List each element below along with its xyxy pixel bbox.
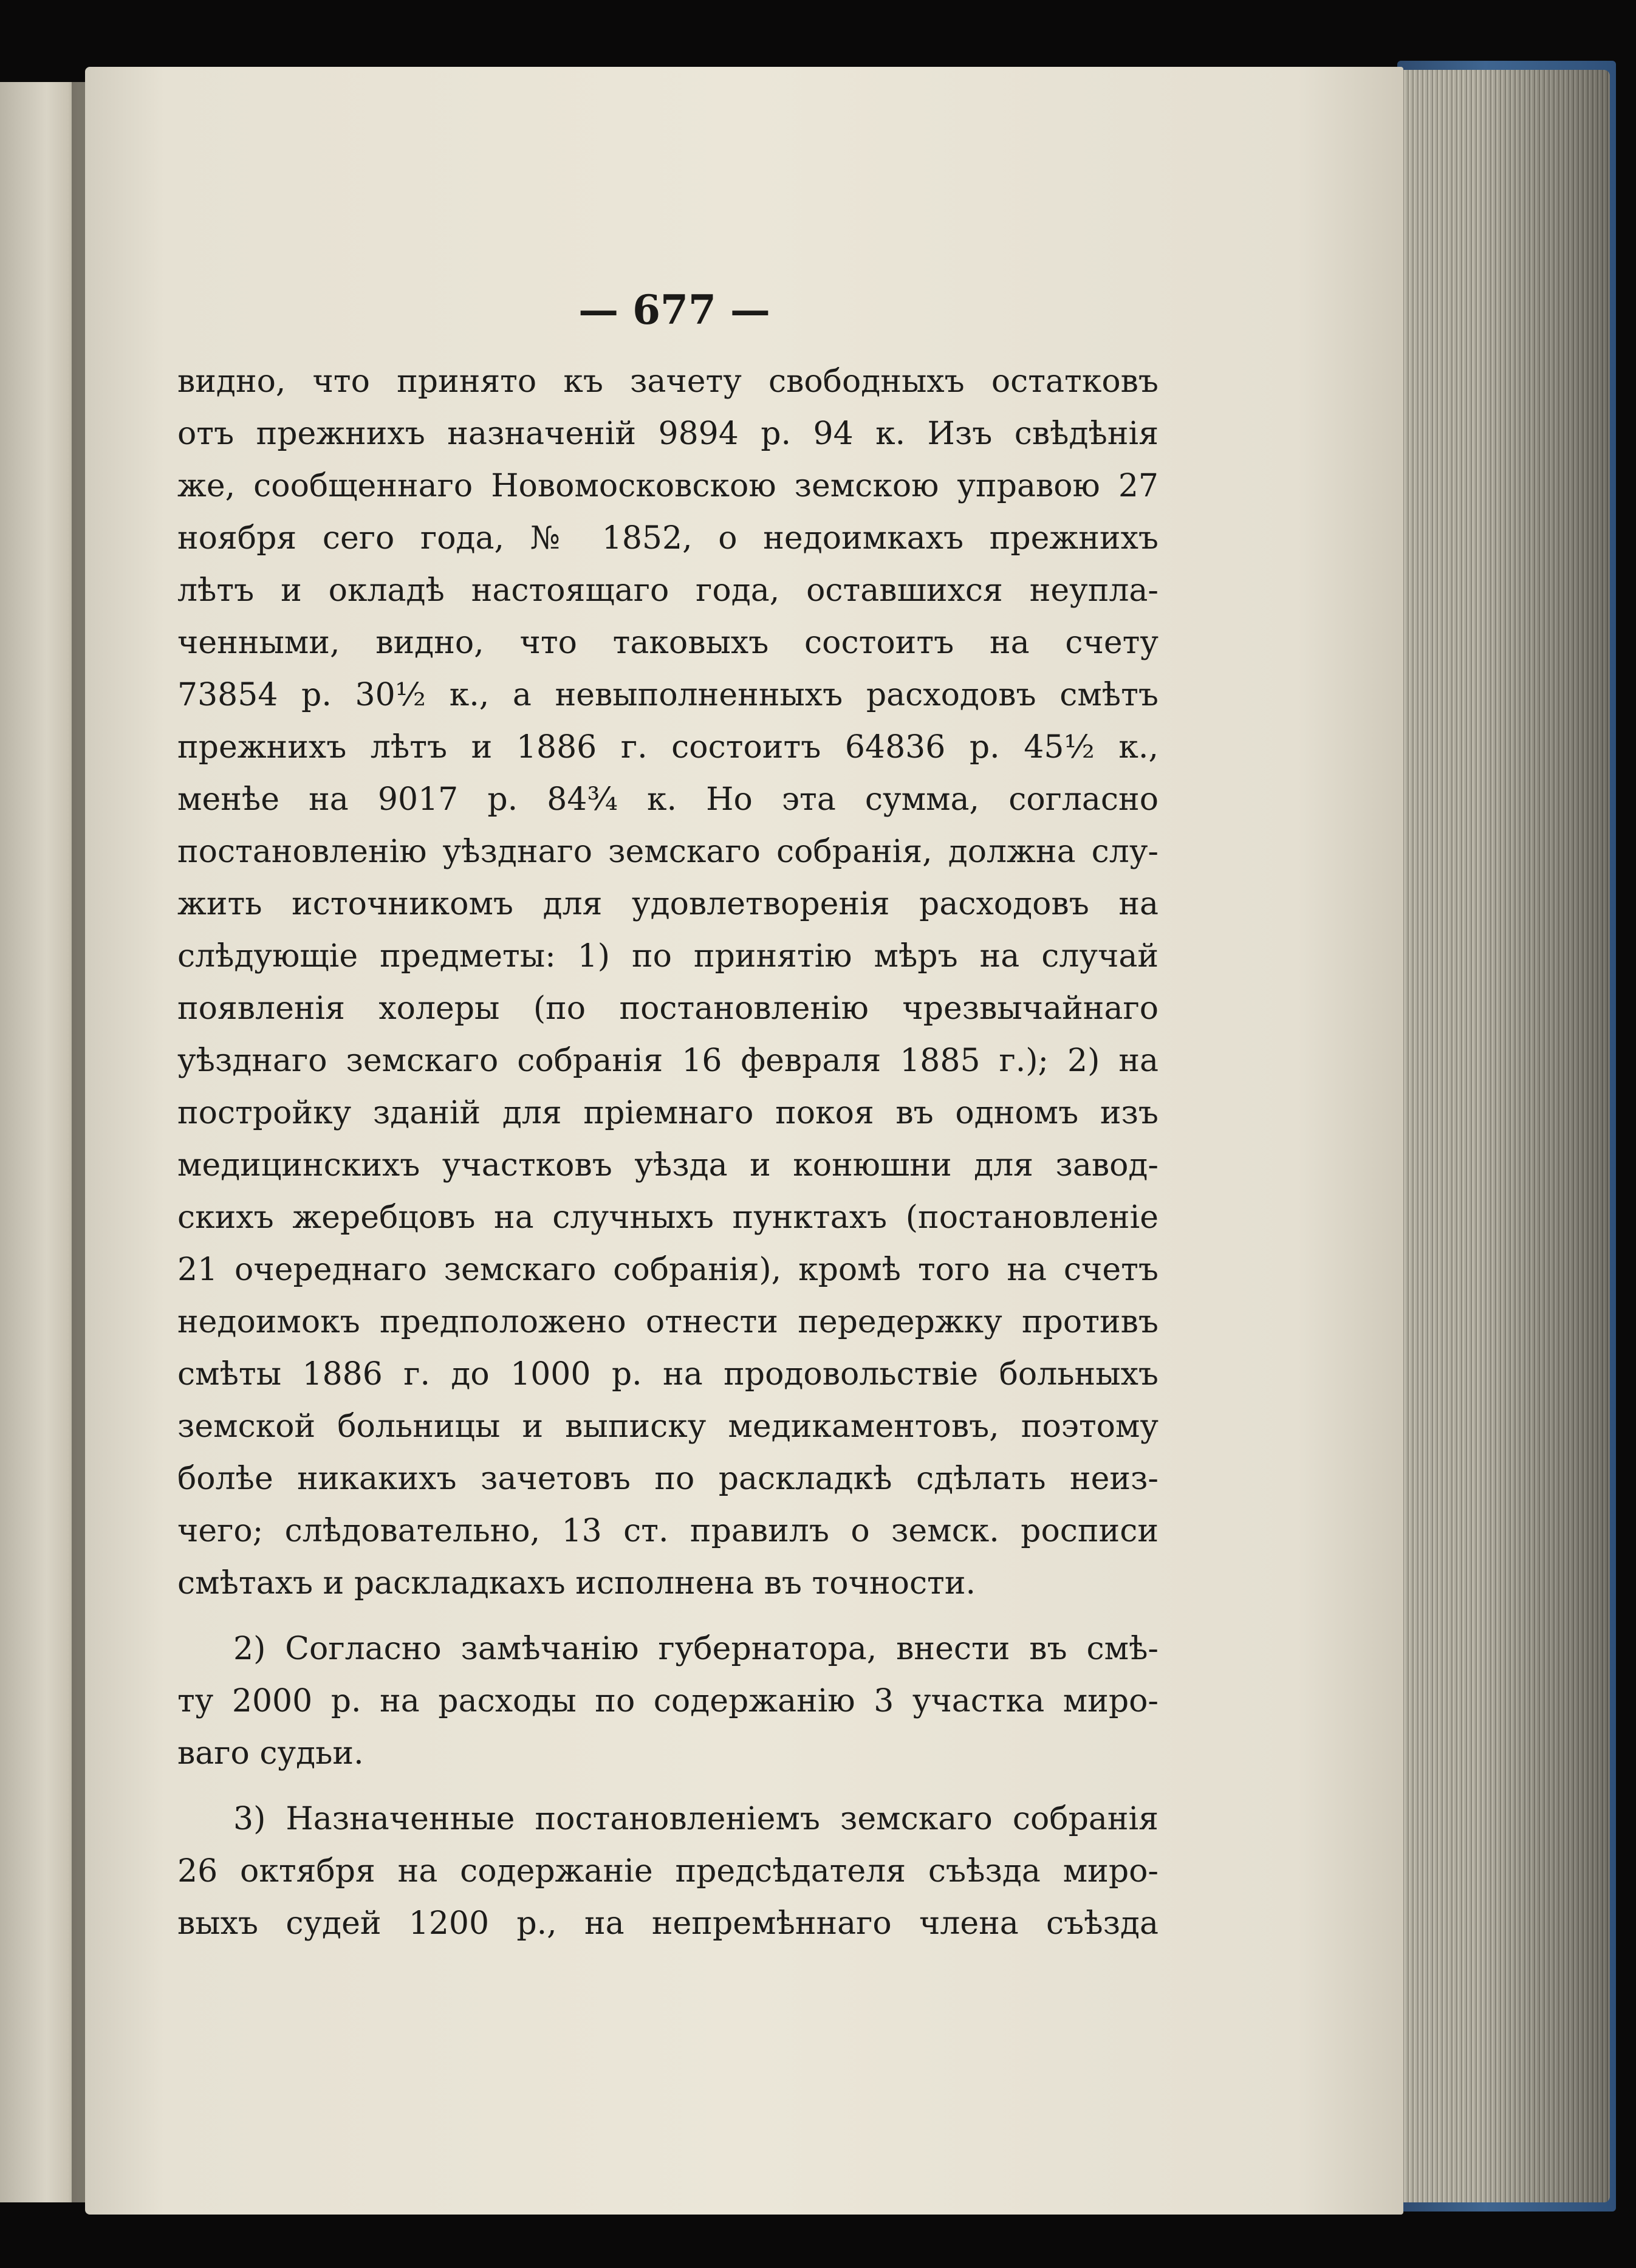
text-line: уѣзднаго земскаго собранія 16 февраля 1885 г.); 2) на — [177, 1043, 1159, 1079]
text-line: прежнихъ лѣтъ и 1886 г. состоитъ 64836 р. 45½ к., — [177, 729, 1159, 766]
text-line: ваго судьи. — [177, 1735, 364, 1772]
text-line: отъ прежнихъ назначеній 9894 р. 94 к. Изъ свѣдѣнія — [177, 416, 1159, 452]
text-line: ту 2000 р. на расходы по содержанію 3 участка миро- — [177, 1683, 1159, 1719]
paragraph-start: 3) Назначенные постановленіемъ земскаго собранія — [233, 1801, 1159, 1837]
text-line: появленія холеры (по постановленію чрезвычайнаго — [177, 990, 1159, 1027]
text-line: медицинскихъ участковъ уѣзда и конюшни для завод- — [177, 1147, 1159, 1184]
text-line: же, сообщеннаго Новомосковскою земскою управою 27 — [177, 468, 1159, 504]
text-line: недоимокъ предположено отнести передержку противъ — [177, 1304, 1159, 1340]
text-line: смѣты 1886 г. до 1000 р. на продовольствіе больныхъ — [177, 1356, 1159, 1393]
text-line: слѣдующіе предметы: 1) по принятію мѣръ на случай — [177, 938, 1159, 975]
text-line: 73854 р. 30½ к., а невыполненныхъ расходовъ смѣтъ — [177, 677, 1159, 713]
text-line: постройку зданій для пріемнаго покоя въ одномъ изъ — [177, 1095, 1159, 1131]
text-line: чего; слѣдовательно, 13 ст. правилъ о земск. росписи — [177, 1513, 1159, 1549]
text-line: земской больницы и выписку медикаментовъ, поэтому — [177, 1408, 1159, 1445]
text-line: жить источникомъ для удовлетворенія расходовъ на — [177, 886, 1159, 922]
text-line: выхъ судей 1200 р., на непремѣннаго члена съѣзда — [177, 1905, 1159, 1942]
paragraph-start: 2) Согласно замѣчанію губернатора, внести въ смѣ- — [233, 1631, 1159, 1667]
text-line: смѣтахъ и раскладкахъ исполнена въ точности. — [177, 1565, 976, 1602]
body-text — [177, 355, 1159, 1950]
text-line: 21 очереднаго земскаго собранія), кромѣ того на счетъ — [177, 1252, 1159, 1288]
text-line: ноября сего года, № 1852, о недоимкахъ прежнихъ — [177, 520, 1159, 557]
text-line: скихъ жеребцовъ на случныхъ пунктахъ (постановленіе — [177, 1199, 1159, 1236]
page-edges-shade — [1391, 70, 1610, 2202]
text-line: лѣтъ и окладѣ настоящаго года, оставшихся неупла- — [177, 572, 1159, 609]
text-line: ченными, видно, что таковыхъ состоитъ на счету — [177, 625, 1159, 661]
text-line: 26 октября на содержаніе предсѣдателя съѣзда миро- — [177, 1853, 1159, 1889]
text-line: видно, что принято къ зачету свободныхъ остатковъ — [177, 363, 1159, 400]
text-line: менѣе на 9017 р. 84¾ к. Но эта сумма, согласно — [177, 781, 1159, 818]
page-number: — 677 — — [578, 286, 770, 334]
text-line: постановленію уѣзднаго земскаго собранія, должна слу- — [177, 834, 1159, 870]
text-line: болѣе никакихъ зачетовъ по раскладкѣ сдѣлать неиз- — [177, 1461, 1159, 1497]
